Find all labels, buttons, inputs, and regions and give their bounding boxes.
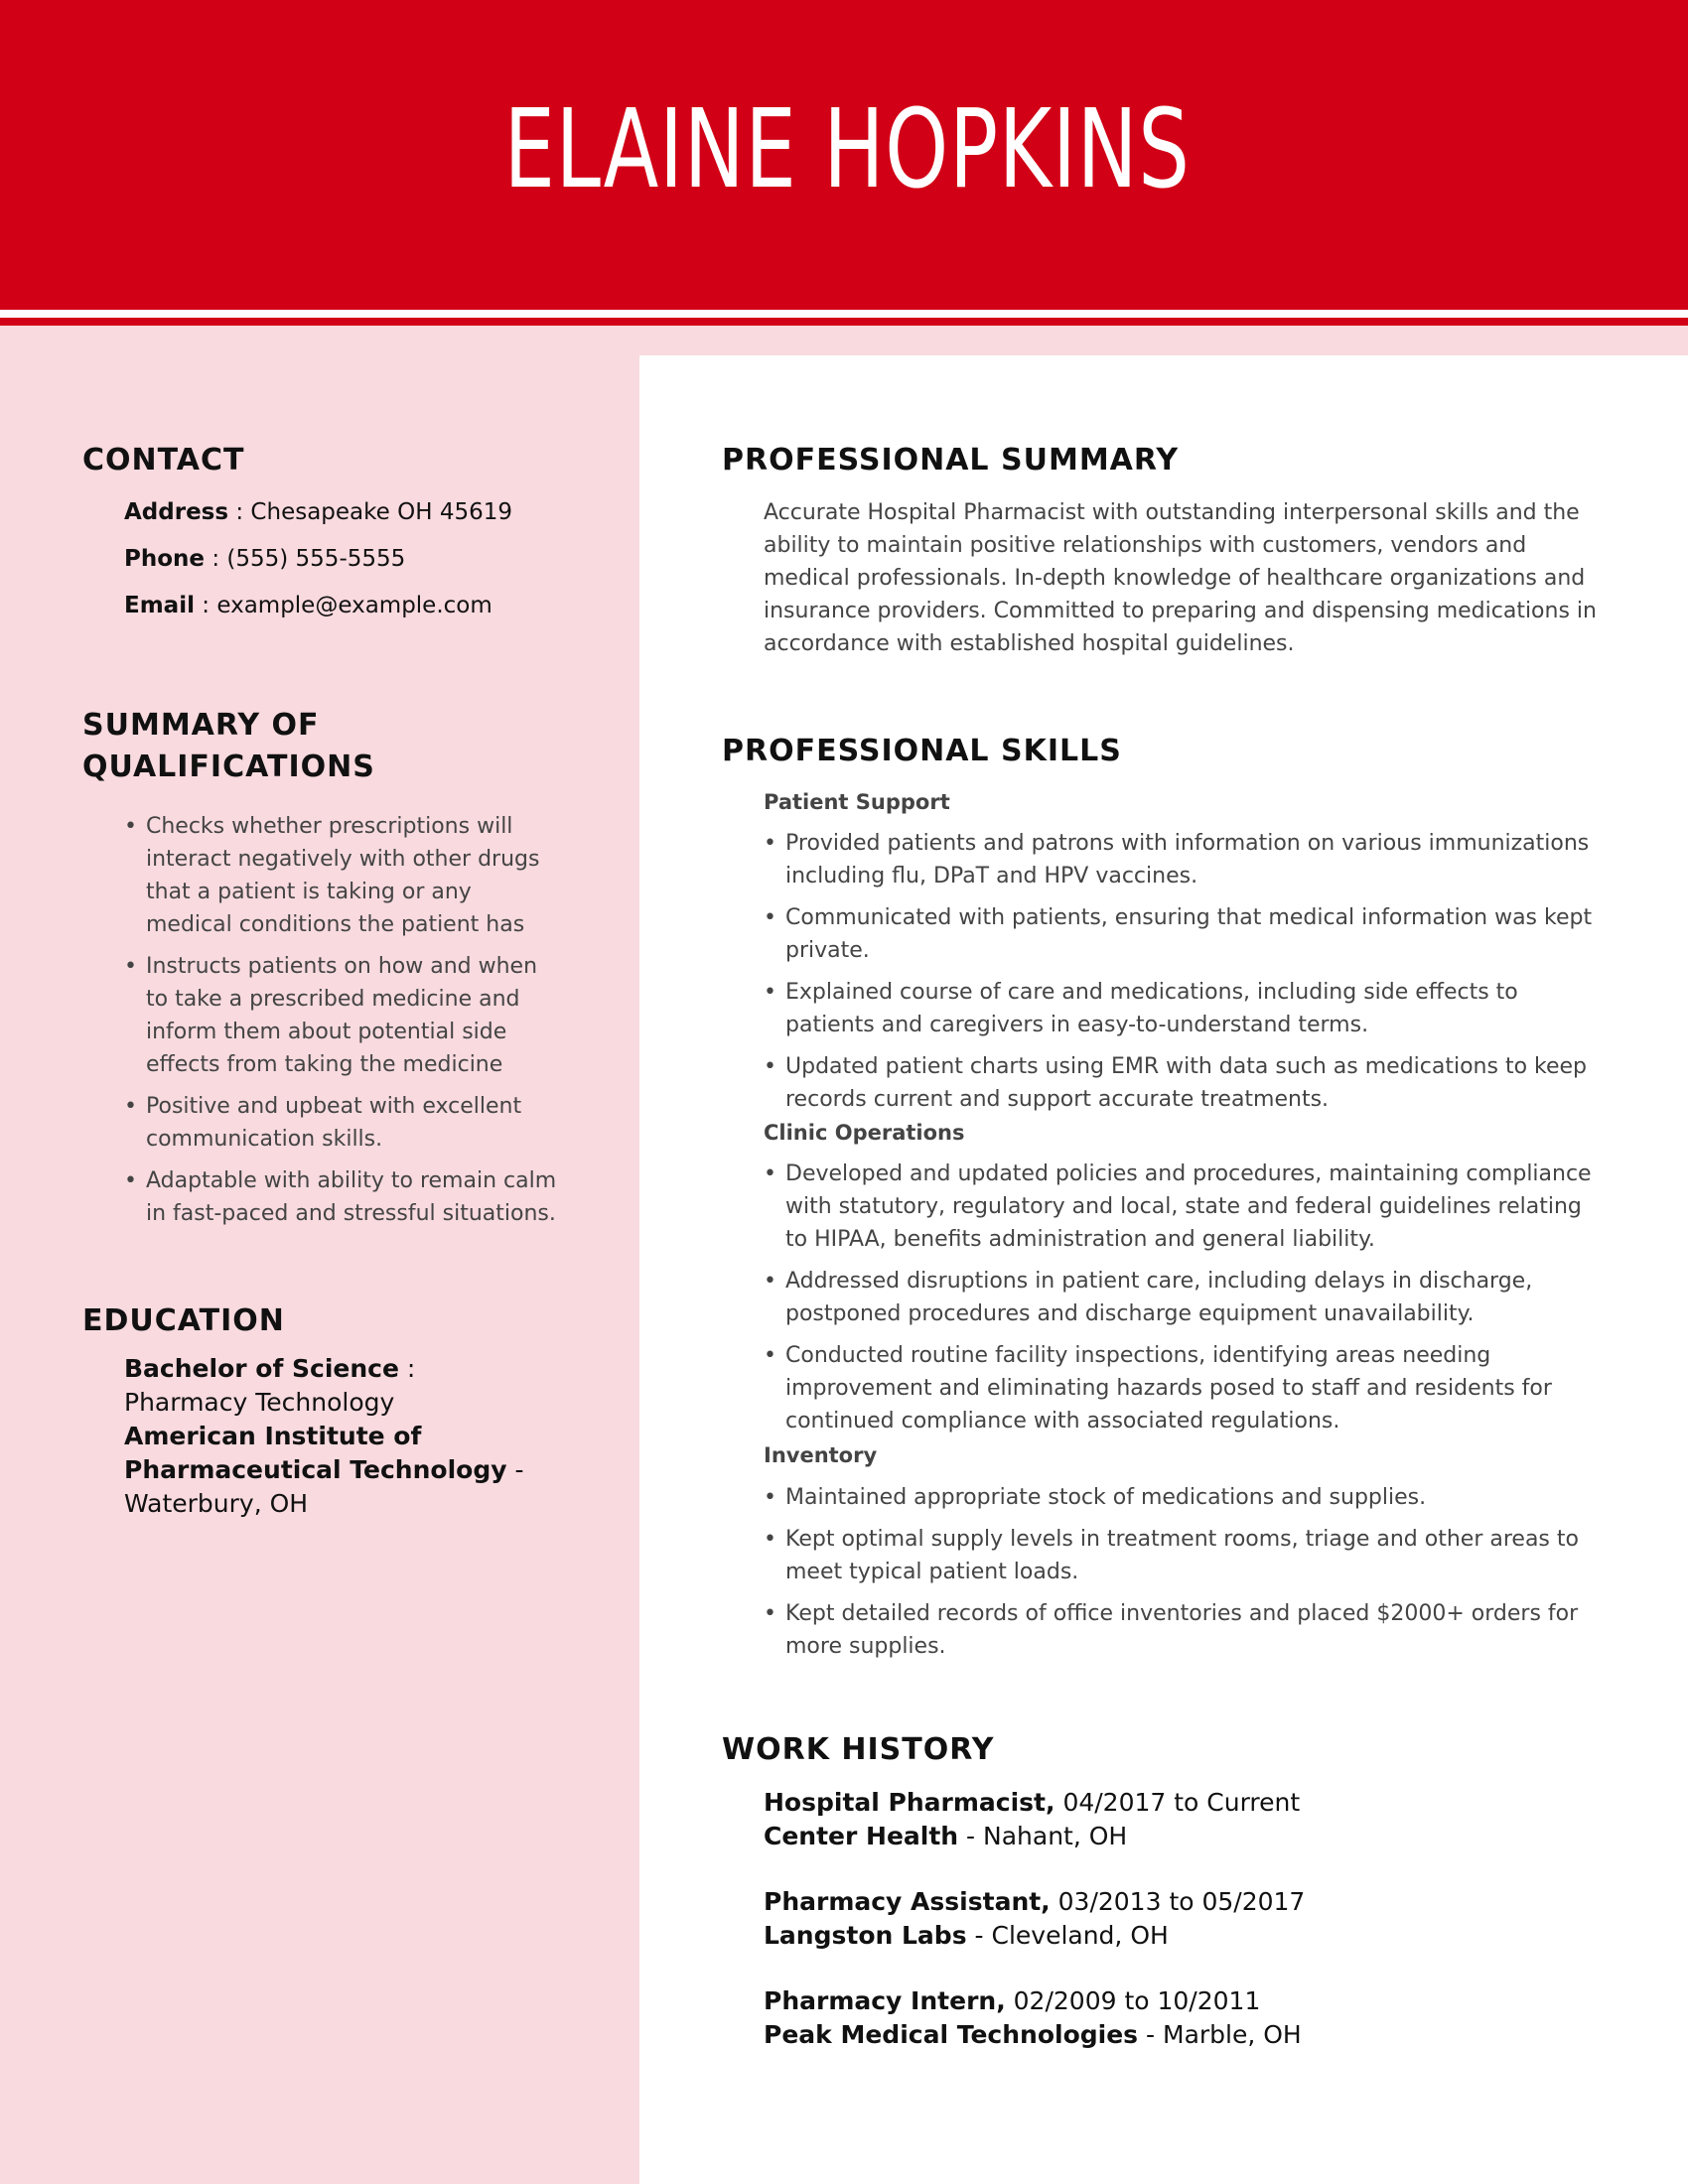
work-entry xyxy=(764,1984,1302,2052)
contact-address xyxy=(124,496,512,528)
job-company: Center Health xyxy=(764,1822,959,1850)
list-item: • Checks whether prescriptions will interact negatively with other drugs that a patient is taking or any medical conditions the patient has xyxy=(124,810,561,941)
list-item: • Addressed disruptions in patient care, including delays in discharge, postponed procedures and discharge equipment unavailability. xyxy=(764,1265,1608,1330)
job-dates: 03/2013 to 05/2017 xyxy=(1050,1887,1306,1916)
header-divider xyxy=(0,318,1688,326)
qualifications-title xyxy=(82,705,375,788)
skills-list-patient-support xyxy=(764,827,1608,1116)
skills-title: PROFESSIONAL SKILLS xyxy=(722,734,1122,768)
email-label: Email xyxy=(124,593,195,618)
list-item: • Maintained appropriate stock of medications and supplies. xyxy=(764,1481,1608,1514)
list-item: • Provided patients and patrons with information on various immunizations including flu, DPaT and HPV vaccines. xyxy=(764,827,1608,892)
job-dates: 02/2009 to 10/2011 xyxy=(1005,1986,1261,2015)
work-entry xyxy=(764,1786,1300,1853)
work-title: WORK HISTORY xyxy=(722,1732,995,1767)
job-location: - Cleveland, OH xyxy=(966,1921,1169,1950)
job-role: Hospital Pharmacist, xyxy=(764,1788,1055,1817)
skills-group-heading: Clinic Operations xyxy=(764,1121,965,1145)
job-dates: 04/2017 to Current xyxy=(1055,1788,1301,1817)
skills-list-inventory xyxy=(764,1481,1608,1663)
school-name: American Institute of Pharmaceutical Technology xyxy=(124,1422,507,1484)
list-item: • Kept detailed records of office inventories and placed $2000+ orders for more supplies. xyxy=(764,1597,1608,1663)
list-item: • Kept optimal supply levels in treatment rooms, triage and other areas to meet typical patient loads. xyxy=(764,1523,1608,1588)
skills-group-heading: Inventory xyxy=(764,1443,878,1467)
job-role: Pharmacy Assistant, xyxy=(764,1887,1051,1916)
qualifications-title-line1: SUMMARY OF xyxy=(82,708,320,743)
list-item: • Developed and updated policies and procedures, maintaining compliance with statutory, regulatory and local, state and federal guidelines relating to HIPAA, benefits administration and general liability. xyxy=(764,1158,1608,1256)
phone-label: Phone xyxy=(124,546,206,572)
job-location: - Marble, OH xyxy=(1138,2020,1302,2049)
summary-title: PROFESSIONAL SUMMARY xyxy=(722,443,1180,478)
address-label: Address xyxy=(124,499,229,525)
job-company: Langston Labs xyxy=(764,1921,967,1950)
candidate-name: ELAINE HOPKINS xyxy=(503,85,1191,212)
contact-phone xyxy=(124,543,405,575)
email-value: : example@example.com xyxy=(194,593,492,618)
skills-group-heading: Patient Support xyxy=(764,790,950,814)
summary-text: Accurate Hospital Pharmacist with outstanding interpersonal skills and the ability to maintain positive relationships with customers, vendors and medical professionals. In-depth knowledge of healthcare organizations and insurance providers. Committed to preparing and dispensing medications in accordance with established hospital guidelines. xyxy=(764,500,1597,656)
list-item: • Conducted routine facility inspections, identifying areas needing improvement and eliminating hazards posed to staff and residents for continued compliance with associated regulations. xyxy=(764,1339,1608,1437)
job-role: Pharmacy Intern, xyxy=(764,1986,1006,2015)
qualifications-list xyxy=(124,810,561,1230)
education-entry xyxy=(124,1352,541,1521)
contact-title: CONTACT xyxy=(82,443,245,478)
contact-email xyxy=(124,590,492,621)
work-entry xyxy=(764,1885,1305,1953)
list-item: • Adaptable with ability to remain calm in fast-paced and stressful situations. xyxy=(124,1164,561,1230)
education-title: EDUCATION xyxy=(82,1303,285,1338)
list-item: • Positive and upbeat with excellent communication skills. xyxy=(124,1090,561,1156)
list-item: • Updated patient charts using EMR with data such as medications to keep records current and support accurate treatments. xyxy=(764,1050,1608,1116)
skills-list-clinic-operations xyxy=(764,1158,1608,1437)
job-company: Peak Medical Technologies xyxy=(764,2020,1139,2049)
address-value: : Chesapeake OH 45619 xyxy=(228,499,512,525)
list-item: • Communicated with patients, ensuring that medical information was kept private. xyxy=(764,901,1608,967)
degree-field: : Pharmacy Technology xyxy=(124,1354,416,1417)
qualifications-title-line2: QUALIFICATIONS xyxy=(82,750,375,784)
phone-value: : (555) 555-5555 xyxy=(205,546,406,572)
degree: Bachelor of Science xyxy=(124,1354,399,1383)
job-location: - Nahant, OH xyxy=(958,1822,1128,1850)
list-item: • Explained course of care and medications, including side effects to patients and caregivers in easy-to-understand terms. xyxy=(764,976,1608,1041)
list-item: • Instructs patients on how and when to take a prescribed medicine and inform them about potential side effects from taking the medicine xyxy=(124,950,561,1081)
header-banner xyxy=(0,0,1688,310)
school-location: - Waterbury, OH xyxy=(124,1455,524,1518)
